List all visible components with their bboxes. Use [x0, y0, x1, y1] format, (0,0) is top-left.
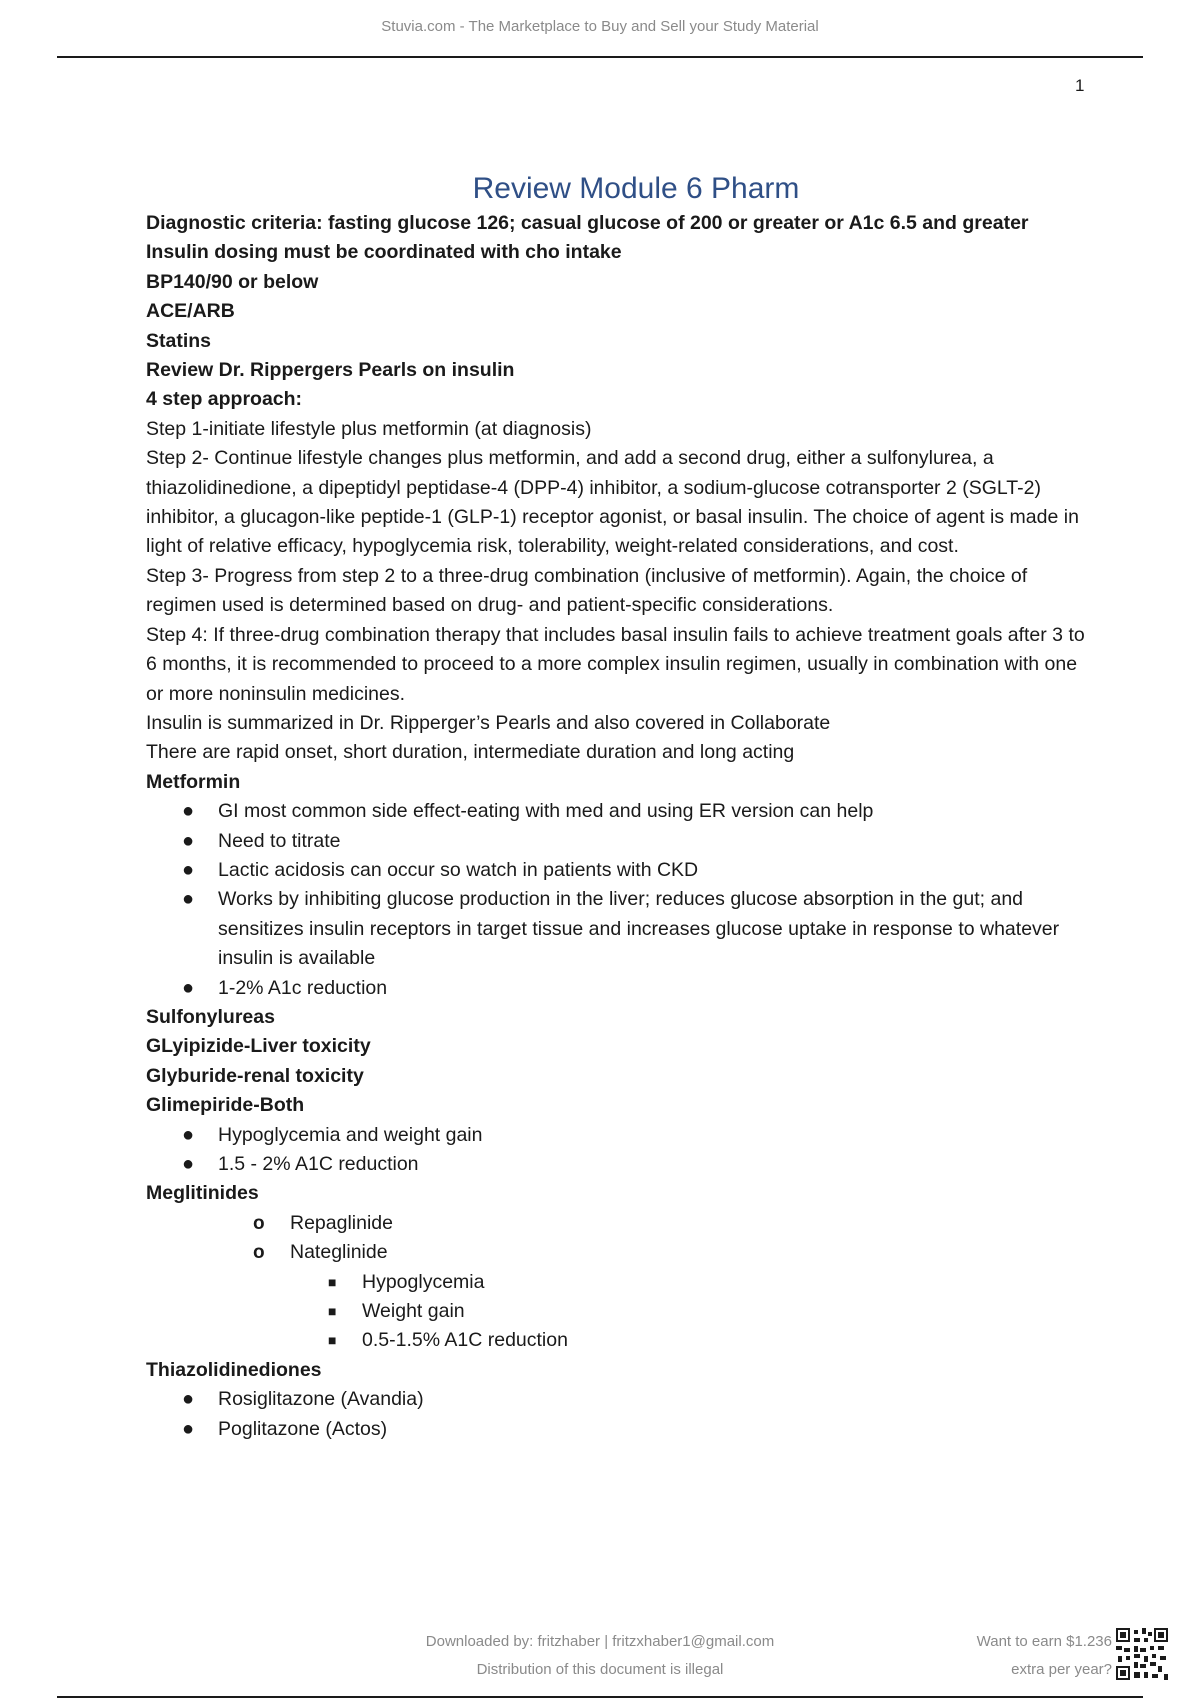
thiazolidinediones-heading: Thiazolidinediones	[146, 1358, 322, 1381]
bullet-disc-icon: ●	[182, 829, 195, 852]
downloaded-by-text: Downloaded by: fritzhaber | fritzxhaber1@gmail.com	[425, 1633, 775, 1650]
meglitinides-heading: Meglitinides	[146, 1182, 259, 1205]
earn-promo-line-2: extra per year?	[1011, 1661, 1112, 1678]
step-4: Step 4: If three-drug combination therapy that includes basal insulin fails to achieve treatment goals after 3 to 6 months, it is recommended to proceed to a more complex insulin regimen, usually in combination with one or more noninsulin medicines.	[146, 623, 1085, 705]
ace-arb-note: ACE/ARB	[146, 300, 235, 323]
list-item: o Repaglinide	[146, 1209, 1096, 1238]
metformin-list	[146, 797, 1096, 1003]
header-divider	[57, 56, 1143, 58]
list-item: ■ Hypoglycemia	[146, 1268, 1096, 1297]
statins-note: Statins	[146, 329, 212, 352]
earn-promo[interactable]	[900, 1628, 1112, 1684]
list-item: ● Rosiglitazone (Avandia)	[146, 1385, 1096, 1414]
bullet-circle-icon: o	[253, 1242, 265, 1264]
bullet-disc-icon: ●	[182, 1388, 195, 1411]
list-item: ● 1.5 - 2% A1C reduction	[146, 1150, 1096, 1179]
qr-code-icon[interactable]	[1116, 1628, 1168, 1680]
bullet-circle-icon: o	[253, 1212, 265, 1234]
bullet-disc-icon: ●	[182, 800, 195, 823]
list-item: ■ Weight gain	[146, 1297, 1096, 1326]
step-3: Step 3- Progress from step 2 to a three-drug combination (inclusive of metformin). Again, the choice of regimen used is determined based on drug- and patient-specific considerations.	[146, 564, 1028, 617]
list-item: ● Poglitazone (Actos)	[146, 1415, 1096, 1444]
thiazolidinediones-list	[146, 1385, 1096, 1444]
bullet-square-icon: ■	[328, 1332, 337, 1349]
bullet-disc-icon: ●	[182, 1153, 195, 1175]
insulin-types: There are rapid onset, short duration, intermediate duration and long acting	[146, 741, 795, 764]
document-title: Review Module 6 Pharm	[472, 172, 800, 205]
footer-divider	[57, 1696, 1143, 1698]
glipizide-note: GLyipizide-Liver toxicity	[146, 1035, 371, 1058]
bp-goal: BP140/90 or below	[146, 270, 319, 293]
list-item: ■ 0.5-1.5% A1C reduction	[146, 1326, 1096, 1355]
sulfonylureas-heading: Sulfonylureas	[146, 1005, 275, 1028]
document-body	[146, 169, 1096, 1444]
bullet-disc-icon: ●	[182, 888, 195, 911]
insulin-dosing-note: Insulin dosing must be coordinated with cho intake	[146, 241, 622, 264]
metformin-heading: Metformin	[146, 770, 241, 793]
glyburide-note: Glyburide-renal toxicity	[146, 1064, 364, 1087]
step-1: Step 1-initiate lifestyle plus metformin (at diagnosis)	[146, 417, 592, 440]
sulfonylureas-list	[146, 1121, 1096, 1180]
diagnostic-criteria: Diagnostic criteria: fasting glucose 126; casual glucose of 200 or greater or A1c 6.5 and greater	[146, 212, 1029, 234]
meglitinides-effects-list	[146, 1268, 1096, 1356]
bullet-disc-icon: ●	[182, 1417, 195, 1440]
list-item: ● Lactic acidosis can occur so watch in patients with CKD	[146, 856, 1096, 885]
distribution-warning: Distribution of this document is illegal	[476, 1661, 724, 1678]
list-item: ● GI most common side effect-eating with med and using ER version can help	[146, 797, 1096, 826]
list-item: ● Need to titrate	[146, 827, 1096, 856]
earn-promo-line-1: Want to earn $1.236	[976, 1633, 1112, 1650]
page-number: 1	[1075, 76, 1085, 95]
bullet-disc-icon: ●	[182, 858, 195, 881]
bullet-disc-icon: ●	[182, 976, 195, 999]
list-item: o Nateglinide	[146, 1238, 1096, 1267]
site-header-text: Stuvia.com - The Marketplace to Buy and Sell your Study Material	[381, 18, 819, 35]
glimepiride-note: Glimepiride-Both	[146, 1094, 305, 1117]
meglitinides-drug-list	[146, 1209, 1096, 1268]
list-item: ● Hypoglycemia and weight gain	[146, 1121, 1096, 1150]
step-2: Step 2- Continue lifestyle changes plus metformin, and add a second drug, either a sulfonylurea, a thiazolidinedione, a dipeptidyl peptidase-4 (DPP-4) inhibitor, a sodium-glucose cotransporter 2 (SGLT-2) inhibitor, a glucagon-like peptide-1 (GLP-1) receptor agonist, or basal insulin. The choice of agent is made in light of relative efficacy, hypoglycemia risk, tolerability, weight-related considerations, and cost.	[146, 447, 1079, 558]
bullet-disc-icon: ●	[182, 1123, 195, 1146]
download-footer	[380, 1628, 820, 1684]
list-item: ● 1-2% A1c reduction	[146, 974, 1096, 1003]
insulin-summary: Insulin is summarized in Dr. Ripperger’s Pearls and also covered in Collaborate	[146, 711, 831, 734]
bullet-square-icon: ■	[328, 1303, 337, 1320]
bullet-square-icon: ■	[328, 1273, 337, 1290]
list-item: ● Works by inhibiting glucose production in the liver; reduces glucose absorption in the gut; and sensitizes insulin receptors in target tissue and increases glucose uptake in response to whatever insulin is available	[146, 885, 1096, 973]
pearls-note: Review Dr. Rippergers Pearls on insulin	[146, 359, 515, 382]
step-approach-heading: 4 step approach:	[146, 388, 303, 411]
